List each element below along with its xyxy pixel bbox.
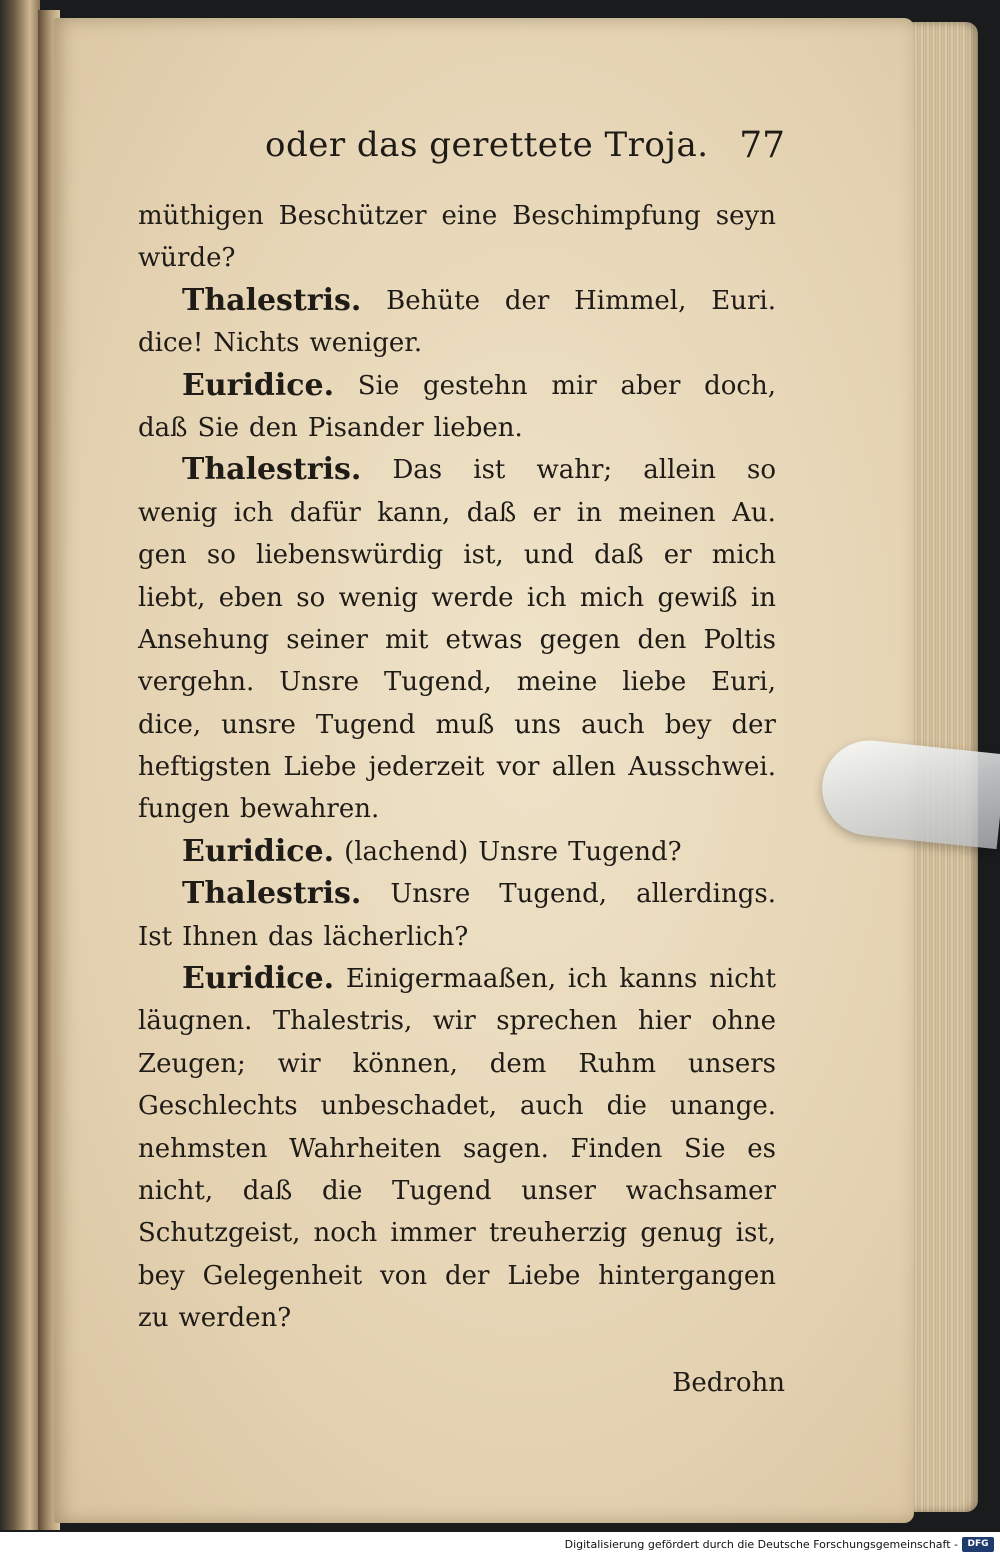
word: Behüte (386, 285, 480, 316)
word: vergehn. (138, 667, 255, 698)
word: von (380, 1260, 428, 1291)
text-line (138, 1000, 786, 1042)
left-page-edge (0, 0, 40, 1530)
word: Ruhm (578, 1048, 657, 1079)
word: er (663, 540, 692, 571)
word: Beschimpfung (512, 201, 701, 231)
word: unange. (669, 1091, 776, 1122)
word: Thalestris. (182, 282, 362, 318)
word: ist, (735, 1218, 776, 1249)
word: und (523, 540, 574, 571)
word: die (606, 1091, 647, 1122)
word: sagen. (462, 1133, 549, 1164)
word: muß (435, 709, 495, 740)
text-line (138, 492, 786, 534)
word: etwas (445, 624, 523, 655)
text-line (138, 365, 786, 407)
word: würde? (138, 243, 236, 274)
word: hier (638, 1006, 691, 1037)
text-line (138, 1128, 786, 1170)
word: liebe (622, 667, 687, 698)
word: Nichts (213, 328, 300, 359)
word: Euri, (711, 667, 776, 698)
word: Tugend, (499, 879, 608, 910)
word: Schutzgeist, (138, 1218, 301, 1249)
word: den (637, 624, 687, 655)
text-line (138, 577, 786, 619)
word: mich (579, 582, 645, 613)
word: ohne (711, 1006, 776, 1037)
word: wenig (138, 497, 218, 528)
word: Beschützer (278, 201, 427, 231)
funding-credit: Digitalisierung gefördert durch die Deutsche Forschungsgemeinschaft - (564, 1538, 958, 1551)
text-line (138, 873, 786, 915)
body-text (138, 195, 786, 1340)
text-line (138, 704, 786, 746)
word: Ist (138, 921, 173, 952)
word: heftigsten (138, 752, 272, 783)
word: ist (473, 455, 506, 486)
word: das (267, 921, 314, 952)
word: gewiß (657, 582, 738, 613)
text-line (138, 449, 786, 491)
text-line (138, 1085, 786, 1127)
text-line (138, 1043, 786, 1085)
word: dem (489, 1048, 547, 1079)
word: nehmsten (138, 1133, 268, 1164)
word: zu (138, 1303, 169, 1334)
text-line (138, 916, 786, 958)
word: daß (594, 540, 644, 571)
word: Poltis (703, 624, 776, 655)
word: Tugend (315, 709, 416, 740)
text-line (138, 280, 786, 322)
text-line (138, 788, 786, 830)
word: Euridice. (182, 833, 335, 869)
word: vor (496, 752, 540, 783)
word: seyn (715, 201, 776, 231)
word: allein (643, 455, 716, 486)
word: bewahren. (239, 794, 380, 825)
word: der (504, 285, 550, 316)
word: müthigen (138, 201, 264, 231)
word: werde (431, 582, 514, 613)
word: wir (277, 1048, 321, 1079)
word: ich (567, 964, 608, 995)
word: wahr; (536, 455, 613, 486)
word: gestehn (422, 370, 528, 401)
word: können, (352, 1048, 458, 1079)
word: daß (138, 412, 188, 443)
text-line (138, 534, 786, 576)
word: Liebe (507, 1260, 581, 1291)
word: nicht (709, 964, 776, 995)
word: daß (242, 1175, 293, 1206)
word: seiner (286, 624, 368, 655)
word: Gelegenheit (202, 1260, 363, 1291)
dfg-logo: DFG (962, 1537, 994, 1552)
word: so (296, 582, 326, 613)
word: Thalestris. (182, 876, 362, 912)
word: ich (233, 497, 274, 528)
word: liebt, (138, 582, 206, 613)
word: in (576, 497, 602, 528)
text-line (138, 619, 786, 661)
word: den (249, 412, 298, 443)
word: Unsre (478, 836, 559, 867)
word: Ansehung (138, 624, 270, 655)
word: dice, (138, 709, 202, 740)
word: nicht, (138, 1175, 214, 1206)
word: wachsamer (625, 1175, 776, 1206)
word: Himmel, (574, 285, 687, 316)
word: weniger. (309, 328, 423, 359)
text-line (138, 322, 786, 364)
word: Au. (732, 497, 776, 528)
word: Finden (570, 1133, 663, 1164)
word: Thalestris. (182, 452, 362, 488)
word: Tugend? (568, 836, 682, 867)
text-line (138, 195, 786, 237)
word: bey (138, 1260, 185, 1291)
word: so (206, 540, 236, 571)
text-line (138, 1297, 786, 1339)
word: fungen (138, 794, 230, 825)
word: Unsre (390, 879, 471, 910)
word: der (445, 1260, 490, 1291)
word: Das (392, 455, 443, 486)
word: Ihnen (182, 921, 258, 952)
word: läugnen. (138, 1006, 253, 1037)
word: kanns (619, 964, 698, 995)
word: eine (441, 201, 498, 231)
text-line (138, 1212, 786, 1254)
word: Geschlechts (138, 1091, 298, 1122)
word: unbeschadet, (320, 1091, 498, 1122)
word: noch (313, 1218, 378, 1249)
word: genug (640, 1218, 723, 1249)
word: jederzeit (368, 752, 485, 783)
word: gen (138, 540, 187, 571)
word: immer (390, 1218, 476, 1249)
word: liebenswürdig (256, 540, 444, 571)
word: Euridice. (182, 367, 335, 403)
page-number: 77 (739, 125, 785, 166)
word: unsers (687, 1048, 776, 1079)
word: doch, (704, 370, 776, 401)
word: bey (664, 709, 712, 740)
word: Sie (197, 412, 240, 443)
text-line (138, 407, 786, 449)
catchword: Bedrohn (672, 1368, 785, 1398)
word: in (750, 582, 776, 613)
word: treuherzig (488, 1218, 628, 1249)
word: allerdings. (636, 879, 776, 910)
text-line (138, 958, 786, 1000)
word: Wahrheiten (289, 1133, 442, 1164)
word: lieben. (433, 412, 523, 443)
word: kann, (377, 497, 451, 528)
text-line (138, 237, 786, 279)
text-line (138, 746, 786, 788)
word: meine (516, 667, 598, 698)
text-line (138, 1255, 786, 1297)
word: mit (385, 624, 429, 655)
word: Ausschwei. (628, 752, 776, 783)
word: dafür (289, 497, 361, 528)
footer-bar (0, 1532, 1000, 1558)
word: so (747, 455, 776, 486)
word: ist, (463, 540, 504, 571)
text-line (138, 1170, 786, 1212)
word: es (747, 1133, 776, 1164)
text-line (138, 661, 786, 703)
word: ich (526, 582, 567, 613)
word: Zeugen; (138, 1048, 246, 1079)
word: uns (514, 709, 562, 740)
word: Unsre (279, 667, 360, 698)
word: aber (620, 370, 681, 401)
word: allen (551, 752, 616, 783)
word: eben (218, 582, 283, 613)
text-line (138, 831, 786, 873)
word: lächerlich? (323, 921, 469, 952)
word: sprechen (496, 1006, 618, 1037)
word: Einigermaaßen, (345, 964, 557, 995)
word: gegen (539, 624, 621, 655)
word: Euridice. (182, 961, 335, 997)
word: Euri. (711, 285, 776, 316)
word: Tugend, (384, 667, 492, 698)
word: unsre (221, 709, 296, 740)
word: daß (466, 497, 517, 528)
word: meinen (618, 497, 716, 528)
word: (lachend) (344, 836, 469, 867)
word: Tugend (392, 1175, 492, 1206)
word: er (532, 497, 561, 528)
word: wenig (338, 582, 419, 613)
word: hintergangen (598, 1260, 776, 1291)
word: wir (432, 1006, 476, 1037)
word: Sie (357, 370, 400, 401)
page-header (265, 125, 785, 175)
word: auch (520, 1091, 584, 1122)
word: auch (581, 709, 645, 740)
word: die (321, 1175, 363, 1206)
word: Pisander (307, 412, 424, 443)
running-head: oder das gerettete Troja. (265, 125, 709, 165)
word: Thalestris, (272, 1006, 413, 1037)
word: mich (711, 540, 776, 571)
word: dice! (138, 328, 204, 359)
word: Liebe (283, 752, 357, 783)
word: der (731, 709, 776, 740)
word: Sie (684, 1133, 726, 1164)
word: unser (521, 1175, 596, 1206)
word: werden? (178, 1303, 292, 1334)
word: mir (551, 370, 597, 401)
